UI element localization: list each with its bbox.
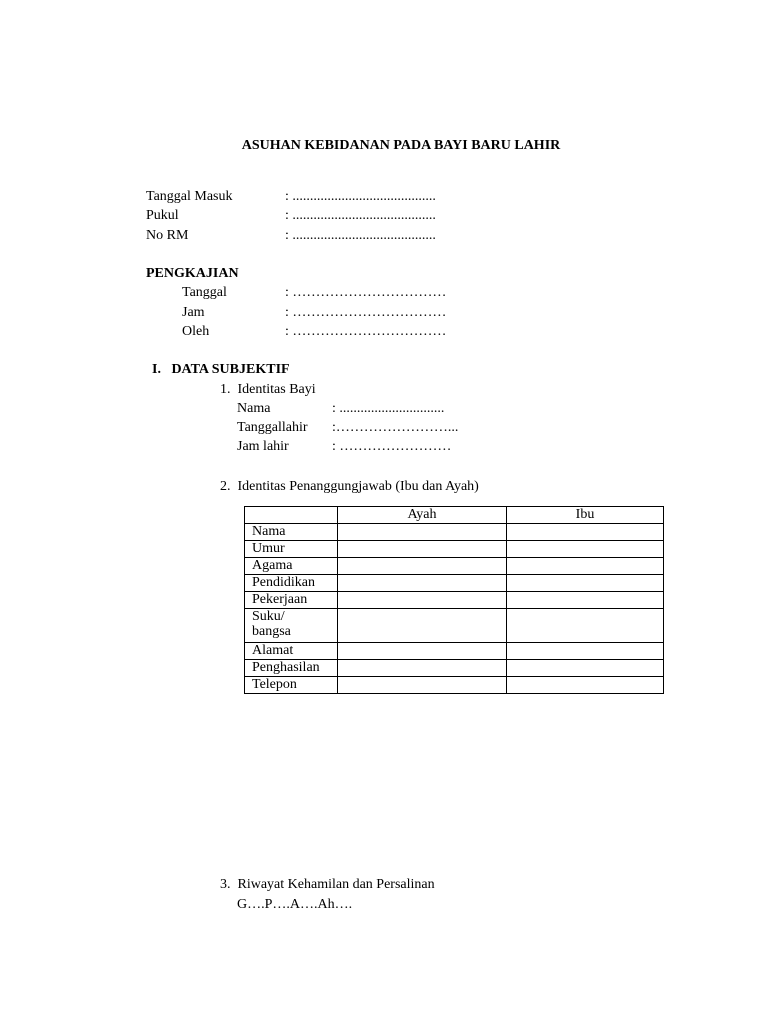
medical-record-label: No RM xyxy=(146,228,189,243)
baby-birthtime-value: : …………………… xyxy=(332,439,452,454)
father-income-cell[interactable] xyxy=(338,660,507,677)
row-label-name: Nama xyxy=(245,524,338,541)
medical-record-value: : ......................................... xyxy=(285,228,436,243)
baby-identity-label: 1. Identitas Bayi xyxy=(220,382,316,397)
father-occupation-cell[interactable] xyxy=(338,592,507,609)
father-religion-cell[interactable] xyxy=(338,558,507,575)
table-row xyxy=(245,575,664,592)
father-ethnicity-cell[interactable] xyxy=(338,609,507,643)
gpa-field: G….P….A….Ah…. xyxy=(237,897,353,912)
row-label-religion: Agama xyxy=(245,558,338,575)
mother-name-cell[interactable] xyxy=(507,524,664,541)
table-row xyxy=(245,660,664,677)
baby-name-label: Nama xyxy=(237,401,271,416)
father-phone-cell[interactable] xyxy=(338,677,507,694)
mother-occupation-cell[interactable] xyxy=(507,592,664,609)
assessment-time-label: Jam xyxy=(182,305,205,320)
table-header-mother: Ibu xyxy=(507,507,664,524)
mother-address-cell[interactable] xyxy=(507,643,664,660)
admission-date-value: : ......................................... xyxy=(285,189,436,204)
baby-name-value: : .............................. xyxy=(332,401,445,416)
row-label-income: Penghasilan xyxy=(245,660,338,677)
row-label-occupation: Pekerjaan xyxy=(245,592,338,609)
table-header-row xyxy=(245,507,664,524)
document-title: ASUHAN KEBIDANAN PADA BAYI BARU LAHIR xyxy=(241,138,561,153)
table-row xyxy=(245,609,664,643)
mother-income-cell[interactable] xyxy=(507,660,664,677)
baby-birthdate-label: Tanggallahir xyxy=(237,420,308,435)
assessment-heading: PENGKAJIAN xyxy=(146,266,239,281)
row-label-address: Alamat xyxy=(245,643,338,660)
admission-time-value: : ......................................... xyxy=(285,208,436,223)
mother-education-cell[interactable] xyxy=(507,575,664,592)
table-row xyxy=(245,524,664,541)
assessment-by-value: : …………………………… xyxy=(285,324,447,339)
baby-birthdate-value: :……………………... xyxy=(332,420,459,435)
father-address-cell[interactable] xyxy=(338,643,507,660)
assessment-time-value: : …………………………… xyxy=(285,305,447,320)
parents-identity-label: 2. Identitas Penanggungjawab (Ibu dan Ayah) xyxy=(220,479,479,494)
row-label-education: Pendidikan xyxy=(245,575,338,592)
father-education-cell[interactable] xyxy=(338,575,507,592)
table-row xyxy=(245,643,664,660)
parents-identity-table xyxy=(244,506,664,694)
father-age-cell[interactable] xyxy=(338,541,507,558)
table-row xyxy=(245,558,664,575)
mother-age-cell[interactable] xyxy=(507,541,664,558)
assessment-date-label: Tanggal xyxy=(182,285,227,300)
row-label-age: Umur xyxy=(245,541,338,558)
mother-phone-cell[interactable] xyxy=(507,677,664,694)
admission-time-label: Pukul xyxy=(146,208,179,223)
table-row xyxy=(245,677,664,694)
table-row xyxy=(245,541,664,558)
mother-religion-cell[interactable] xyxy=(507,558,664,575)
table-header-father: Ayah xyxy=(338,507,507,524)
section-subjective-heading: I. DATA SUBJEKTIF xyxy=(152,362,290,377)
row-label-phone: Telepon xyxy=(245,677,338,694)
assessment-date-value: : …………………………… xyxy=(285,285,447,300)
assessment-by-label: Oleh xyxy=(182,324,210,339)
father-name-cell[interactable] xyxy=(338,524,507,541)
table-row xyxy=(245,592,664,609)
row-label-ethnicity: Suku/ bangsa xyxy=(245,609,338,643)
table-header-blank xyxy=(245,507,338,524)
pregnancy-history-label: 3. Riwayat Kehamilan dan Persalinan xyxy=(220,877,435,892)
mother-ethnicity-cell[interactable] xyxy=(507,609,664,643)
admission-date-label: Tanggal Masuk xyxy=(146,189,233,204)
baby-birthtime-label: Jam lahir xyxy=(237,439,289,454)
